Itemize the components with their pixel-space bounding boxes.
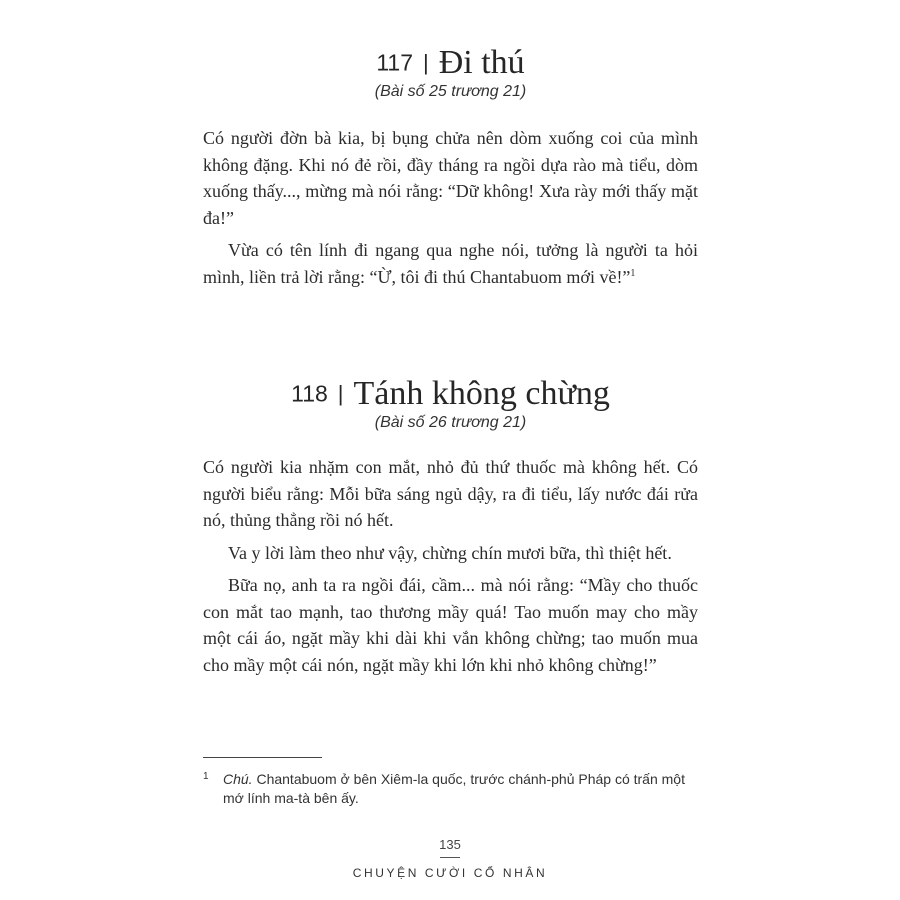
story-heading	[203, 375, 698, 413]
story-body	[203, 454, 698, 678]
footnote-term: Chú.	[223, 771, 253, 787]
story-title: Đi thú	[438, 44, 525, 81]
story-118	[203, 375, 698, 684]
story-number: 117	[376, 49, 413, 76]
story-paragraph	[203, 237, 698, 290]
story-paragraph: Bữa nọ, anh ta ra ngồi đái, cầm... mà nói rằng: “Mầy cho thuốc con mắt tao mạnh, tao thương mầy quá! Tao muốn may cho mầy một cái áo, ngặt mầy khi dài khi vắn không chừng; tao muốn mua cho mầy một cái nón, ngặt mầy khi lớn khi nhỏ không chừng!”	[203, 575, 698, 675]
story-subtitle: (Bài số 25 trương 21)	[374, 83, 527, 100]
story-subtitle: (Bài số 26 trương 21)	[374, 414, 527, 431]
paragraph-text: Vừa có tên lính đi ngang qua nghe nói, tưởng là người ta hỏi mình, liền trả lời rằng: “Ừ, tôi đi thú Chantabuom mới về!”	[203, 240, 698, 287]
story-title: Tánh không chừng	[353, 375, 610, 412]
footnote-text: Chantabuom ở bên Xiêm-la quốc, trước chánh-phủ Pháp có trấn một mớ lính ma-tà bên ấy.	[223, 771, 685, 806]
heading-separator: |	[337, 381, 344, 406]
story-117	[203, 44, 698, 296]
page-number-rule	[440, 857, 460, 858]
story-paragraph: Có người đờn bà kia, bị bụng chửa nên dòm xuống coi của mình không đặng. Khi nó đẻ rồi, đầy tháng ra ngồi dựa rào mà tiểu, dòm xuống thấy..., mừng mà nói rằng: “Dữ không! Xưa rày mới thấy mặt đa!”	[203, 128, 698, 228]
story-body	[203, 125, 698, 290]
footnote-mark: 1	[203, 771, 209, 782]
story-paragraph: Có người kia nhặm con mắt, nhỏ đủ thứ thuốc mà không hết. Có người biểu rằng: Mỗi bữa sáng ngủ dậy, ra đi tiểu, lấy nước đái rửa nó, thủng thẳng rồi nó hết.	[203, 457, 698, 530]
story-paragraph: Va y lời làm theo như vậy, chừng chín mươi bữa, thì thiệt hết.	[228, 542, 672, 563]
footnote-reference[interactable]: 1	[630, 267, 636, 279]
running-title: CHUYỆN CƯỜI CỔ NHÂN	[352, 866, 548, 880]
heading-separator: |	[423, 50, 429, 75]
footnote-divider	[203, 757, 322, 758]
footnote-body	[223, 770, 698, 808]
page-number: 135	[439, 837, 461, 852]
story-number: 118	[291, 380, 328, 407]
footnote	[203, 770, 698, 808]
story-heading	[203, 44, 698, 82]
